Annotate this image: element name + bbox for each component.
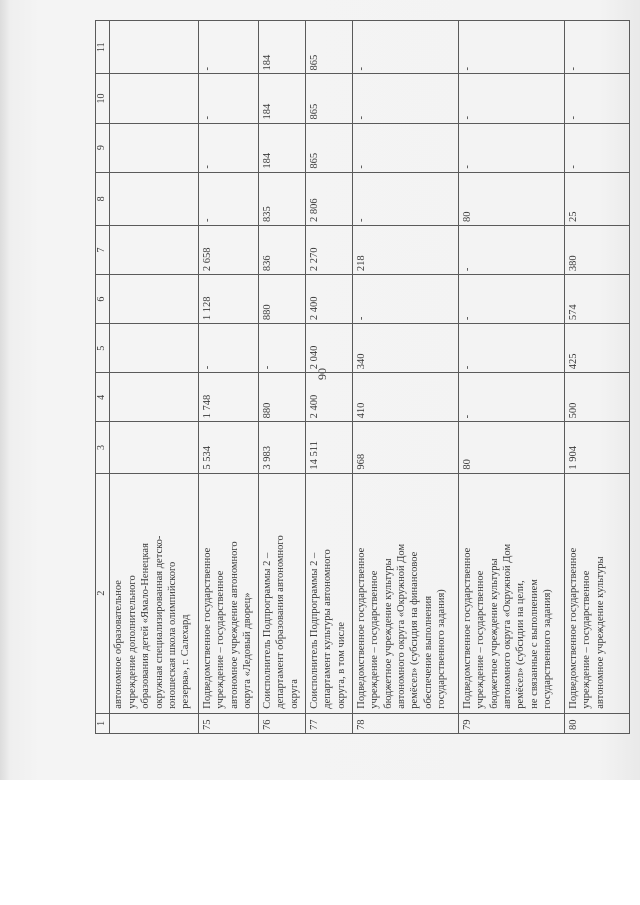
row-name-cell	[305, 473, 352, 713]
name-line: ремёсел» (субсидии на цели,	[515, 580, 527, 709]
value-cell: 184	[258, 74, 305, 123]
name-line: Соисполнитель Подпрограммы 2 –	[261, 552, 273, 709]
header-row	[96, 21, 110, 734]
header-cell: 2	[96, 473, 110, 713]
name-line: государственного задания)	[542, 589, 554, 709]
header-cell: 4	[96, 373, 110, 422]
value-cell: 1 904	[564, 422, 629, 473]
value-cell: -	[458, 21, 564, 74]
budget-table	[95, 20, 630, 734]
name-line: учреждение дополнительного	[126, 575, 138, 709]
value-cell: 880	[258, 373, 305, 422]
name-line: учреждение – государственное	[215, 570, 227, 709]
value-cell: -	[458, 324, 564, 373]
value-cell	[110, 172, 199, 225]
header-cell: 7	[96, 225, 110, 274]
header-cell: 8	[96, 172, 110, 225]
value-cell: 2 400	[305, 275, 352, 324]
value-cell: -	[458, 225, 564, 274]
value-cell: -	[198, 74, 258, 123]
name-line: бюджетное учреждение культуры	[488, 558, 500, 709]
row-name-cell	[258, 473, 305, 713]
name-line: бюджетное учреждение культуры	[382, 558, 394, 709]
value-cell	[110, 74, 199, 123]
value-cell: 340	[352, 324, 458, 373]
name-line: автономное образовательное	[113, 580, 125, 709]
name-line: департамент образования автономного	[275, 535, 287, 709]
name-line: департамент культуры автономного	[322, 549, 334, 709]
header-cell: 9	[96, 123, 110, 172]
name-line: автономного округа «Окружной Дом	[501, 543, 513, 709]
value-cell: -	[352, 123, 458, 172]
header-cell: 11	[96, 21, 110, 74]
value-cell: 3 983	[258, 422, 305, 473]
row-name-cell	[110, 473, 199, 713]
value-cell: 865	[305, 74, 352, 123]
row-number-cell: 76	[258, 713, 305, 733]
value-cell	[110, 21, 199, 74]
value-cell: -	[198, 123, 258, 172]
value-cell: -	[352, 275, 458, 324]
name-line: автономное учреждение культуры	[594, 556, 606, 709]
table-row	[305, 21, 352, 734]
value-cell: 2 658	[198, 225, 258, 274]
value-cell: 2 040	[305, 324, 352, 373]
value-cell: 880	[258, 275, 305, 324]
name-line: Подведомственное государственное	[567, 547, 579, 709]
value-cell: -	[352, 74, 458, 123]
name-line: Подведомственное государственное	[461, 547, 473, 709]
value-cell: -	[458, 373, 564, 422]
name-line: государственного задания)	[436, 589, 448, 709]
value-cell: 184	[258, 21, 305, 74]
page-number: 90	[315, 368, 329, 380]
table-row	[198, 21, 258, 734]
value-cell: -	[198, 172, 258, 225]
value-cell	[110, 225, 199, 274]
value-cell: -	[198, 21, 258, 74]
value-cell: -	[564, 21, 629, 74]
header-cell: 1	[96, 713, 110, 733]
name-line: окружная специализированная детско-	[153, 535, 165, 709]
name-line: Подведомственное государственное	[355, 547, 367, 709]
row-number-cell: 77	[305, 713, 352, 733]
value-cell: -	[352, 21, 458, 74]
name-line: округа, в том числе	[335, 621, 347, 709]
table-row	[110, 21, 199, 734]
row-name-cell	[458, 473, 564, 713]
value-cell: 2 270	[305, 225, 352, 274]
name-line: учреждение – государственное	[369, 570, 381, 709]
value-cell: -	[258, 324, 305, 373]
row-number-cell	[110, 713, 199, 733]
value-cell: 25	[564, 172, 629, 225]
value-cell: 14 511	[305, 422, 352, 473]
header-cell: 6	[96, 275, 110, 324]
value-cell: 2 400	[305, 373, 352, 422]
table-row	[352, 21, 458, 734]
value-cell: -	[564, 74, 629, 123]
name-line: образования детей «Ямало-Ненецкая	[140, 543, 152, 709]
header-cell: 5	[96, 324, 110, 373]
value-cell: 425	[564, 324, 629, 373]
value-cell: 80	[458, 172, 564, 225]
name-line: автономного округа «Окружной Дом	[395, 543, 407, 709]
value-cell: 500	[564, 373, 629, 422]
name-line: автономное учреждение автономного	[228, 541, 240, 709]
row-number-cell: 79	[458, 713, 564, 733]
value-cell: 2 806	[305, 172, 352, 225]
row-number-cell: 78	[352, 713, 458, 733]
value-cell	[110, 123, 199, 172]
value-cell: 835	[258, 172, 305, 225]
value-cell: 865	[305, 21, 352, 74]
name-line: резерва», г. Салехард	[180, 614, 192, 709]
value-cell: 836	[258, 225, 305, 274]
row-name-cell	[564, 473, 629, 713]
value-cell: -	[198, 324, 258, 373]
name-line: округа	[288, 679, 300, 709]
value-cell	[110, 275, 199, 324]
value-cell: 184	[258, 123, 305, 172]
name-line: юношеская школа олимпийского	[167, 561, 179, 709]
value-cell: -	[352, 172, 458, 225]
name-line: не связанные с выполнением	[528, 579, 540, 709]
name-line: ремёсел» (субсидия на финансовое	[409, 551, 421, 709]
value-cell: 1 748	[198, 373, 258, 422]
value-cell: -	[458, 123, 564, 172]
rotated-table-container	[95, 20, 630, 734]
table-row	[258, 21, 305, 734]
value-cell: 865	[305, 123, 352, 172]
name-line: учреждение – государственное	[581, 570, 593, 709]
name-line: Соисполнитель Подпрограммы 2 –	[308, 552, 320, 709]
name-line: обеспечение выполнения	[422, 595, 434, 709]
value-cell: 410	[352, 373, 458, 422]
value-cell: -	[564, 123, 629, 172]
value-cell	[110, 422, 199, 473]
header-cell: 3	[96, 422, 110, 473]
value-cell: 968	[352, 422, 458, 473]
row-number-cell: 80	[564, 713, 629, 733]
header-cell: 10	[96, 74, 110, 123]
value-cell: 5 534	[198, 422, 258, 473]
name-line: Подведомственное государственное	[201, 547, 213, 709]
name-line: округа «Ледовый дворец»	[242, 592, 254, 709]
value-cell: 1 128	[198, 275, 258, 324]
value-cell: 380	[564, 225, 629, 274]
table-row	[458, 21, 564, 734]
value-cell	[110, 373, 199, 422]
value-cell: -	[458, 74, 564, 123]
table-row	[564, 21, 629, 734]
row-name-cell	[198, 473, 258, 713]
value-cell: 80	[458, 422, 564, 473]
table-body	[96, 21, 630, 734]
value-cell	[110, 324, 199, 373]
value-cell: 574	[564, 275, 629, 324]
row-number-cell: 75	[198, 713, 258, 733]
name-line: учреждение – государственное	[475, 570, 487, 709]
row-name-cell	[352, 473, 458, 713]
value-cell: -	[458, 275, 564, 324]
value-cell: 218	[352, 225, 458, 274]
